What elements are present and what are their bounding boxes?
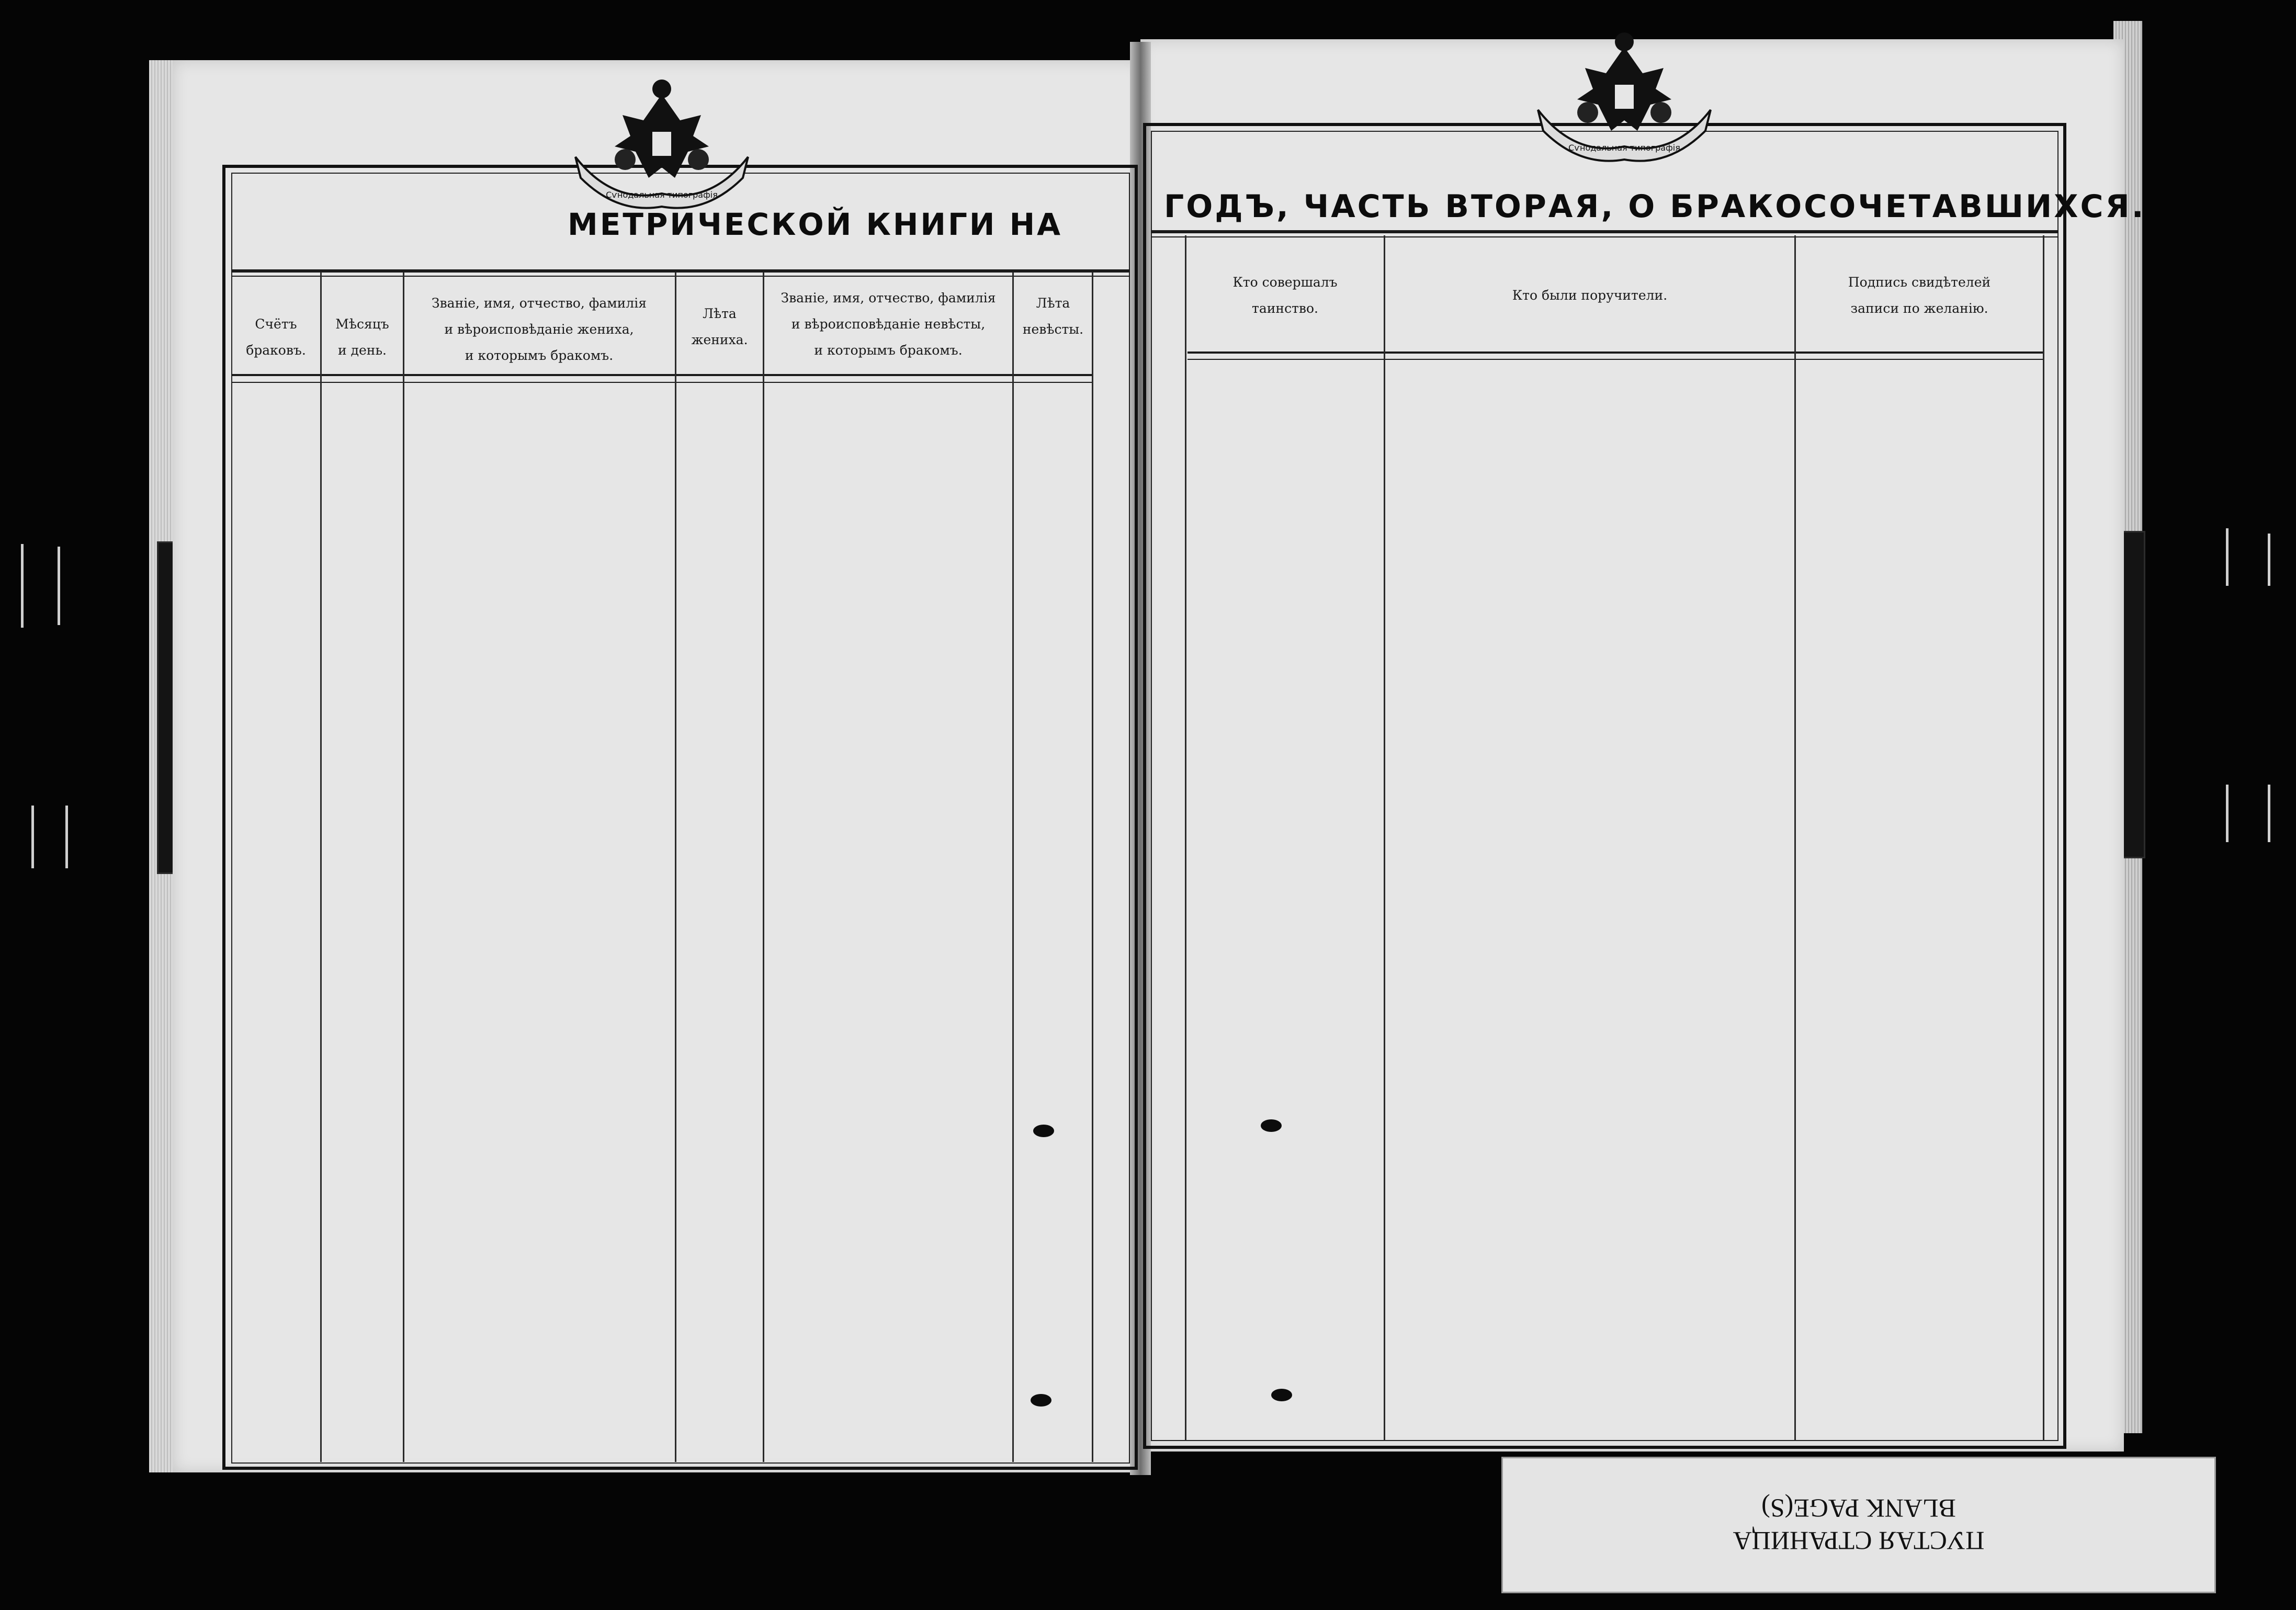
scan-mark (31, 806, 34, 868)
binding-hole (1033, 1125, 1054, 1137)
col-header-month-day: Мѣсяцъ и день. (335, 316, 389, 358)
header-top-rule-thin (231, 276, 1130, 277)
imperial-eagle-emblem-left (565, 73, 759, 209)
col-header-groom-age: Лѣта жениха. (691, 306, 748, 347)
col-header-marriage-count: Счётъ браковъ. (246, 316, 306, 358)
emblem-ribbon-text: Сѵнодальная типографія (1568, 143, 1680, 153)
column-divider (763, 272, 764, 1462)
left-inner-frame (231, 173, 1130, 1464)
stamp-line-russian: ПУСТАЯ СТРАНИЦА (1733, 1526, 1985, 1556)
column-divider (1384, 235, 1385, 1441)
header-bottom-rule-thin (1187, 359, 2043, 360)
column-divider (320, 272, 322, 1462)
blank-page-stamp (1501, 1457, 2216, 1593)
binding-hole (1031, 1394, 1051, 1407)
scan-mark (21, 544, 24, 628)
binding-hole (1271, 1389, 1292, 1401)
right-inner-frame (1151, 131, 2059, 1441)
scan-mark (2226, 528, 2229, 586)
stamp-line-english: BLANK PAGE(S) (1761, 1494, 1956, 1524)
column-divider (675, 272, 676, 1462)
column-divider (403, 272, 404, 1462)
scan-mark (65, 806, 68, 868)
column-divider (1794, 235, 1796, 1441)
col-header-bride-age: Лѣта невѣсты. (1022, 296, 1084, 337)
header-bottom-rule-thin (231, 382, 1092, 383)
col-header-officiant: Кто совершалъ таинство. (1232, 275, 1338, 316)
col-header-groom: Званіе, имя, отчество, фамилія и вѣроисповѣданіе жениха, и которымъ бракомъ. (432, 296, 647, 363)
scan-mark (2226, 785, 2229, 842)
col-header-bride: Званіе, имя, отчество, фамилія и вѣроисповѣданіе невѣсты, и которымъ бракомъ. (781, 290, 996, 358)
imperial-eagle-emblem-right (1528, 26, 1721, 162)
header-top-rule (1151, 230, 2059, 233)
column-divider (1012, 272, 1014, 1462)
column-divider (2043, 235, 2044, 1441)
scan-mark (2268, 785, 2270, 842)
column-divider (1185, 235, 1186, 1441)
scan-mark (58, 547, 60, 625)
col-header-guarantors: Кто были поручители. (1512, 288, 1668, 303)
right-page-title: ГОДЪ, ЧАСТЬ ВТОРАЯ, О БРАКОСОЧЕТАВШИХСЯ. (1164, 188, 2146, 225)
col-header-witness-signatures: Подпись свидѣтелей записи по желанію. (1848, 275, 1991, 316)
scan-mark (2268, 534, 2270, 586)
header-top-rule (231, 269, 1130, 273)
header-top-rule-thin (1151, 236, 2059, 237)
column-divider (1092, 272, 1093, 1462)
header-bottom-rule (231, 374, 1092, 376)
emblem-ribbon-text: Сѵнодальная типографія (606, 190, 718, 200)
binding-hole (1261, 1119, 1282, 1132)
left-page-title: МЕТРИЧЕСКОЙ КНИГИ НА (568, 207, 1063, 242)
header-bottom-rule (1187, 352, 2043, 354)
